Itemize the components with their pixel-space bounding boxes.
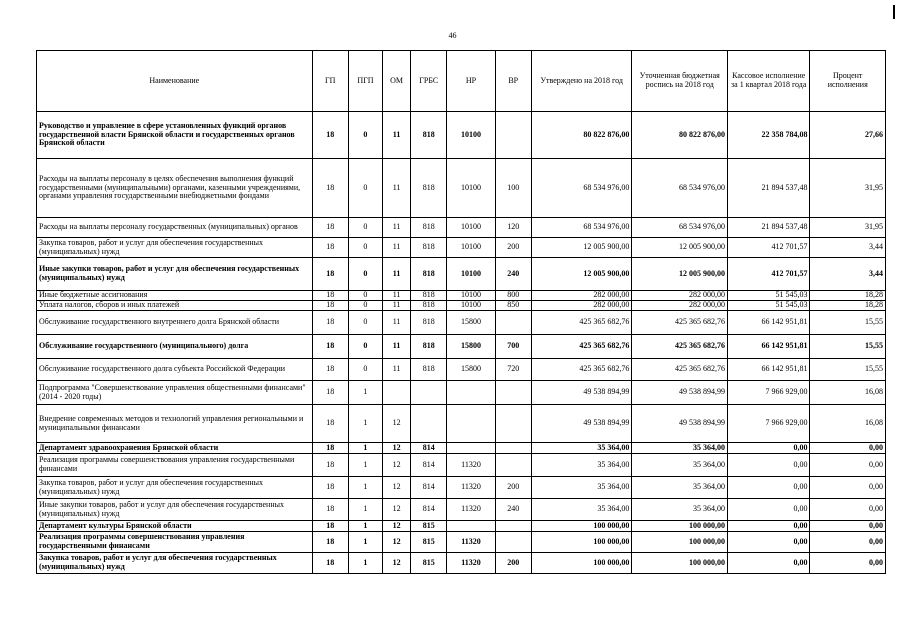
- table-row: [37, 381, 886, 405]
- cell-gp: 18: [312, 521, 348, 532]
- cell-executed: 66 142 951,81: [727, 335, 809, 359]
- cell-vr: [495, 381, 531, 405]
- cell-refined: 100 000,00: [632, 553, 728, 574]
- cell-pgp: 1: [348, 477, 382, 499]
- cell-om: 11: [383, 238, 411, 258]
- cell-name: Закупка товаров, работ и услуг для обеспечения государственных (муниципальных) нужд: [37, 553, 313, 574]
- cell-grbs: 818: [411, 311, 447, 335]
- cell-approved: 49 538 894,99: [531, 405, 632, 443]
- budget-table: [36, 50, 886, 574]
- cell-pgp: 1: [348, 499, 382, 521]
- cell-pgp: 1: [348, 443, 382, 454]
- cell-approved: 425 365 682,76: [531, 359, 632, 381]
- cell-gp: 18: [312, 454, 348, 477]
- cell-name: Иные закупки товаров, работ и услуг для обеспечения государственных (муниципальных) нужд: [37, 499, 313, 521]
- cell-executed: 412 701,57: [727, 238, 809, 258]
- cell-nr: [447, 443, 495, 454]
- cell-refined: 68 534 976,00: [632, 159, 728, 218]
- table-row: [37, 405, 886, 443]
- cell-om: 11: [383, 218, 411, 238]
- cell-vr: [495, 532, 531, 553]
- cell-approved: 12 005 900,00: [531, 238, 632, 258]
- cell-approved: 68 534 976,00: [531, 218, 632, 238]
- table-row: [37, 291, 886, 301]
- cell-om: 11: [383, 311, 411, 335]
- col-approved-header: Утверждено на 2018 год: [531, 51, 632, 112]
- col-gp-header: ГП: [312, 51, 348, 112]
- cell-grbs: 818: [411, 291, 447, 301]
- cell-percent: 15,55: [810, 359, 886, 381]
- cell-pgp: 0: [348, 291, 382, 301]
- cell-pgp: 0: [348, 359, 382, 381]
- cell-pgp: 0: [348, 258, 382, 291]
- cell-name: Обслуживание государственного внутреннего долга Брянской области: [37, 311, 313, 335]
- cell-refined: 425 365 682,76: [632, 359, 728, 381]
- cell-approved: 100 000,00: [531, 532, 632, 553]
- col-name-header: Наименование: [37, 51, 313, 112]
- cell-executed: 0,00: [727, 454, 809, 477]
- cell-nr: 10100: [447, 291, 495, 301]
- cell-percent: 16,08: [810, 405, 886, 443]
- table-row: [37, 238, 886, 258]
- cell-nr: 10100: [447, 112, 495, 159]
- cell-vr: 240: [495, 499, 531, 521]
- col-percent-header: Процент исполнения: [810, 51, 886, 112]
- cell-vr: 700: [495, 335, 531, 359]
- cell-om: 11: [383, 335, 411, 359]
- cell-refined: 49 538 894,99: [632, 405, 728, 443]
- cell-om: 12: [383, 443, 411, 454]
- cell-percent: 15,55: [810, 311, 886, 335]
- cell-refined: 35 364,00: [632, 477, 728, 499]
- cell-grbs: 818: [411, 218, 447, 238]
- cell-grbs: 814: [411, 454, 447, 477]
- table-row: [37, 218, 886, 238]
- cell-percent: 16,08: [810, 381, 886, 405]
- cell-executed: 21 894 537,48: [727, 159, 809, 218]
- cell-name: Расходы на выплаты персоналу государственных (муниципальных) органов: [37, 218, 313, 238]
- cell-pgp: 1: [348, 454, 382, 477]
- cell-percent: 0,00: [810, 553, 886, 574]
- cell-percent: 0,00: [810, 499, 886, 521]
- cell-approved: 425 365 682,76: [531, 335, 632, 359]
- cell-grbs: 815: [411, 553, 447, 574]
- cell-pgp: 1: [348, 405, 382, 443]
- col-vr-header: ВР: [495, 51, 531, 112]
- cell-vr: 720: [495, 359, 531, 381]
- cell-pgp: 0: [348, 238, 382, 258]
- cell-executed: 51 545,03: [727, 291, 809, 301]
- cell-grbs: 814: [411, 477, 447, 499]
- cell-nr: 10100: [447, 258, 495, 291]
- cell-pgp: 1: [348, 553, 382, 574]
- cell-grbs: 815: [411, 532, 447, 553]
- cell-refined: 35 364,00: [632, 443, 728, 454]
- cell-nr: 10100: [447, 301, 495, 311]
- cell-gp: 18: [312, 499, 348, 521]
- cell-name: Обслуживание государственного долга субъекта Российской Федерации: [37, 359, 313, 381]
- cell-om: 12: [383, 454, 411, 477]
- cell-executed: 66 142 951,81: [727, 311, 809, 335]
- cell-vr: 800: [495, 291, 531, 301]
- cell-nr: 10100: [447, 218, 495, 238]
- cell-approved: 35 364,00: [531, 443, 632, 454]
- cell-approved: 100 000,00: [531, 521, 632, 532]
- cell-om: [383, 381, 411, 405]
- cell-approved: 35 364,00: [531, 499, 632, 521]
- cell-refined: 80 822 876,00: [632, 112, 728, 159]
- cell-om: 12: [383, 477, 411, 499]
- cell-vr: 240: [495, 258, 531, 291]
- cell-om: 11: [383, 159, 411, 218]
- cell-executed: 66 142 951,81: [727, 359, 809, 381]
- cell-vr: [495, 405, 531, 443]
- table-row: [37, 499, 886, 521]
- table-row: [37, 443, 886, 454]
- cell-percent: 3,44: [810, 238, 886, 258]
- cell-gp: 18: [312, 532, 348, 553]
- cell-executed: 0,00: [727, 443, 809, 454]
- col-om-header: ОМ: [383, 51, 411, 112]
- cell-name: Обслуживание государственного (муниципального) долга: [37, 335, 313, 359]
- cell-om: 11: [383, 301, 411, 311]
- cell-vr: 200: [495, 553, 531, 574]
- cell-nr: 11320: [447, 532, 495, 553]
- table-row: [37, 258, 886, 291]
- cell-gp: 18: [312, 311, 348, 335]
- header-row: [37, 51, 886, 112]
- cell-gp: 18: [312, 405, 348, 443]
- corner-mark: [893, 5, 895, 19]
- cell-refined: 100 000,00: [632, 521, 728, 532]
- cell-pgp: 1: [348, 521, 382, 532]
- cell-percent: 27,66: [810, 112, 886, 159]
- cell-name: Иные закупки товаров, работ и услуг для обеспечения государственных (муниципальных) нужд: [37, 258, 313, 291]
- cell-om: 12: [383, 553, 411, 574]
- cell-gp: 18: [312, 218, 348, 238]
- cell-executed: 21 894 537,48: [727, 218, 809, 238]
- cell-executed: 0,00: [727, 477, 809, 499]
- cell-gp: 18: [312, 301, 348, 311]
- cell-nr: [447, 381, 495, 405]
- cell-vr: [495, 443, 531, 454]
- cell-vr: 120: [495, 218, 531, 238]
- cell-approved: 282 000,00: [531, 301, 632, 311]
- cell-nr: 11320: [447, 477, 495, 499]
- cell-refined: 282 000,00: [632, 301, 728, 311]
- cell-approved: 425 365 682,76: [531, 311, 632, 335]
- cell-grbs: [411, 381, 447, 405]
- cell-nr: [447, 521, 495, 532]
- cell-nr: 11320: [447, 454, 495, 477]
- cell-vr: 850: [495, 301, 531, 311]
- table-row: [37, 311, 886, 335]
- cell-grbs: 818: [411, 301, 447, 311]
- cell-name: Департамент культуры Брянской области: [37, 521, 313, 532]
- cell-percent: 0,00: [810, 532, 886, 553]
- cell-executed: 0,00: [727, 521, 809, 532]
- col-nr-header: НР: [447, 51, 495, 112]
- cell-vr: 100: [495, 159, 531, 218]
- cell-om: 12: [383, 405, 411, 443]
- cell-grbs: 814: [411, 499, 447, 521]
- cell-gp: 18: [312, 291, 348, 301]
- cell-grbs: 818: [411, 258, 447, 291]
- table-row: [37, 553, 886, 574]
- cell-vr: [495, 311, 531, 335]
- table-row: [37, 454, 886, 477]
- cell-refined: 35 364,00: [632, 454, 728, 477]
- cell-executed: 7 966 929,00: [727, 381, 809, 405]
- cell-percent: 3,44: [810, 258, 886, 291]
- cell-percent: 31,95: [810, 159, 886, 218]
- cell-refined: 425 365 682,76: [632, 335, 728, 359]
- cell-om: 11: [383, 258, 411, 291]
- cell-om: 11: [383, 112, 411, 159]
- cell-vr: 200: [495, 477, 531, 499]
- table-row: [37, 335, 886, 359]
- table-row: [37, 359, 886, 381]
- cell-gp: 18: [312, 258, 348, 291]
- cell-pgp: 0: [348, 311, 382, 335]
- cell-executed: 7 966 929,00: [727, 405, 809, 443]
- cell-name: Руководство и управление в сфере установленных функций органов государственной власти Брянской области и государственных органов Брянской области: [37, 112, 313, 159]
- cell-approved: 100 000,00: [531, 553, 632, 574]
- cell-grbs: 814: [411, 443, 447, 454]
- cell-om: 12: [383, 499, 411, 521]
- cell-name: Закупка товаров, работ и услуг для обеспечения государственных (муниципальных) нужд: [37, 477, 313, 499]
- col-pgp-header: ПГП: [348, 51, 382, 112]
- cell-gp: 18: [312, 159, 348, 218]
- cell-gp: 18: [312, 381, 348, 405]
- table-row: [37, 477, 886, 499]
- cell-executed: 0,00: [727, 532, 809, 553]
- col-grbs-header: ГРБС: [411, 51, 447, 112]
- cell-name: Реализация программы совершенствования управления государственными финансами: [37, 454, 313, 477]
- cell-percent: 15,55: [810, 335, 886, 359]
- cell-pgp: 1: [348, 532, 382, 553]
- table-row: [37, 159, 886, 218]
- cell-nr: 15800: [447, 359, 495, 381]
- cell-approved: 282 000,00: [531, 291, 632, 301]
- cell-executed: 0,00: [727, 499, 809, 521]
- cell-pgp: 0: [348, 301, 382, 311]
- cell-percent: 18,28: [810, 301, 886, 311]
- cell-gp: 18: [312, 238, 348, 258]
- cell-vr: [495, 112, 531, 159]
- cell-nr: [447, 405, 495, 443]
- cell-refined: 12 005 900,00: [632, 238, 728, 258]
- cell-percent: 0,00: [810, 454, 886, 477]
- cell-nr: 11320: [447, 553, 495, 574]
- cell-nr: 10100: [447, 238, 495, 258]
- cell-nr: 11320: [447, 499, 495, 521]
- cell-percent: 18,28: [810, 291, 886, 301]
- cell-pgp: 1: [348, 381, 382, 405]
- cell-gp: 18: [312, 335, 348, 359]
- cell-om: 11: [383, 291, 411, 301]
- table-row: [37, 301, 886, 311]
- cell-vr: [495, 521, 531, 532]
- cell-grbs: 815: [411, 521, 447, 532]
- cell-name: Иные бюджетные ассигнования: [37, 291, 313, 301]
- cell-grbs: [411, 405, 447, 443]
- cell-pgp: 0: [348, 218, 382, 238]
- col-refined-header: Уточненная бюджетная роспись на 2018 год: [632, 51, 728, 112]
- cell-approved: 35 364,00: [531, 454, 632, 477]
- cell-executed: 51 545,03: [727, 301, 809, 311]
- cell-approved: 35 364,00: [531, 477, 632, 499]
- cell-gp: 18: [312, 359, 348, 381]
- cell-nr: 10100: [447, 159, 495, 218]
- table-row: [37, 521, 886, 532]
- cell-executed: 0,00: [727, 553, 809, 574]
- page-number: 46: [448, 31, 457, 40]
- cell-nr: 15800: [447, 311, 495, 335]
- cell-name: Департамент здравоохранения Брянской области: [37, 443, 313, 454]
- cell-approved: 49 538 894,99: [531, 381, 632, 405]
- cell-gp: 18: [312, 112, 348, 159]
- cell-percent: 0,00: [810, 521, 886, 532]
- cell-approved: 68 534 976,00: [531, 159, 632, 218]
- cell-refined: 49 538 894,99: [632, 381, 728, 405]
- cell-refined: 68 534 976,00: [632, 218, 728, 238]
- cell-executed: 412 701,57: [727, 258, 809, 291]
- cell-grbs: 818: [411, 159, 447, 218]
- cell-name: Подпрограмма "Совершенствование управления общественными финансами" (2014 - 2020 годы): [37, 381, 313, 405]
- cell-vr: [495, 454, 531, 477]
- cell-refined: 425 365 682,76: [632, 311, 728, 335]
- cell-gp: 18: [312, 477, 348, 499]
- cell-approved: 80 822 876,00: [531, 112, 632, 159]
- cell-om: 12: [383, 532, 411, 553]
- table-row: [37, 532, 886, 553]
- cell-refined: 100 000,00: [632, 532, 728, 553]
- cell-pgp: 0: [348, 159, 382, 218]
- cell-approved: 12 005 900,00: [531, 258, 632, 291]
- cell-nr: 15800: [447, 335, 495, 359]
- cell-name: Реализация программы совершенствования управления государственными финансами: [37, 532, 313, 553]
- cell-pgp: 0: [348, 335, 382, 359]
- col-executed-header: Кассовое исполнение за 1 квартал 2018 года: [727, 51, 809, 112]
- cell-gp: 18: [312, 553, 348, 574]
- cell-grbs: 818: [411, 238, 447, 258]
- cell-grbs: 818: [411, 335, 447, 359]
- cell-refined: 282 000,00: [632, 291, 728, 301]
- cell-grbs: 818: [411, 359, 447, 381]
- cell-name: Внедрение современных методов и технологий управления региональными и муниципальными финансами: [37, 405, 313, 443]
- cell-pgp: 0: [348, 112, 382, 159]
- cell-executed: 22 358 784,08: [727, 112, 809, 159]
- cell-percent: 31,95: [810, 218, 886, 238]
- cell-om: 12: [383, 521, 411, 532]
- cell-grbs: 818: [411, 112, 447, 159]
- cell-vr: 200: [495, 238, 531, 258]
- cell-name: Закупка товаров, работ и услуг для обеспечения государственных (муниципальных) нужд: [37, 238, 313, 258]
- cell-refined: 12 005 900,00: [632, 258, 728, 291]
- cell-gp: 18: [312, 443, 348, 454]
- cell-name: Уплата налогов, сборов и иных платежей: [37, 301, 313, 311]
- cell-percent: 0,00: [810, 477, 886, 499]
- cell-refined: 35 364,00: [632, 499, 728, 521]
- cell-om: 11: [383, 359, 411, 381]
- cell-percent: 0,00: [810, 443, 886, 454]
- cell-name: Расходы на выплаты персоналу в целях обеспечения выполнения функций государственными (муниципальными) органами, казенными учреждениями, органами управления государственными внебюджетными фондами: [37, 159, 313, 218]
- table-row: [37, 112, 886, 159]
